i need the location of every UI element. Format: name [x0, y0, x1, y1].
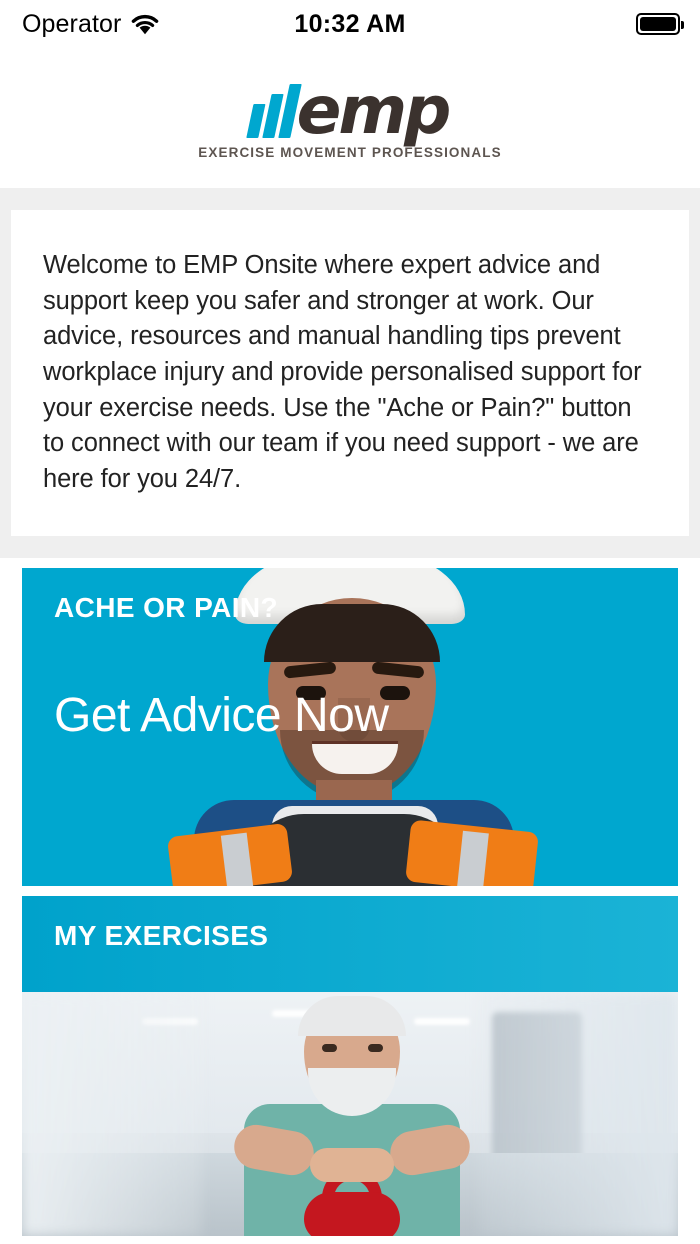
logo-wordmark: emp: [296, 71, 449, 149]
welcome-card: [11, 210, 689, 536]
card-ache-or-pain[interactable]: [22, 568, 678, 886]
battery-full-icon: [636, 13, 680, 35]
status-bar-right: [636, 13, 680, 35]
card-ache-or-pain-cta[interactable]: Get Advice Now: [54, 688, 389, 742]
carrier-label: Operator: [22, 9, 122, 38]
app-logo: [0, 48, 700, 188]
status-bar: [0, 0, 700, 48]
card-my-exercises[interactable]: [22, 896, 678, 1236]
card-my-exercises-label: MY EXERCISES: [54, 919, 269, 951]
card-ache-or-pain-label: ACHE OR PAIN?: [54, 591, 279, 623]
logo-tagline: EXERCISE MOVEMENT PROFESSIONALS: [198, 145, 502, 160]
welcome-section: [0, 188, 700, 558]
man-with-kettlebell-photo: [22, 992, 678, 1236]
emp-bars-icon: [246, 84, 301, 138]
status-bar-clock: 10:32 AM: [294, 9, 406, 38]
welcome-text: Welcome to EMP Onsite where expert advice and support keep you safer and stronger at work. Our advice, resources and manual handling tips prevent workplace injury and provide personalised support for your exercise needs. Use the "Ache or Pain?" button to connect with our team if you need support - we are here for you 24/7.: [43, 251, 642, 494]
